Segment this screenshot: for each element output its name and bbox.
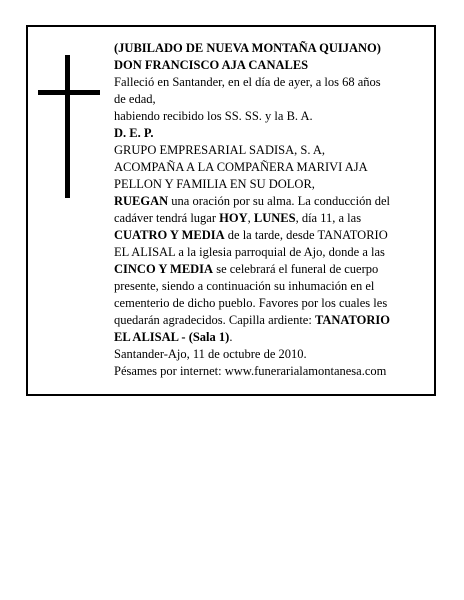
- notice-emphasis: RUEGAN: [114, 194, 169, 208]
- notice-emphasis: LUNES: [253, 211, 296, 225]
- notice-emphasis: HOY: [219, 211, 248, 225]
- notice-emphasis: CUATRO Y MEDIA: [114, 228, 225, 242]
- notice-text-run: de la tarde, desde TANATORIO: [224, 228, 388, 242]
- notice-line: Falleció en Santander, en el día de ayer, a los 68 años: [114, 75, 381, 89]
- notice-text-run: ,: [247, 211, 254, 225]
- notice-line: GRUPO EMPRESARIAL SADISA, S. A,: [114, 143, 326, 157]
- obituary-notice: [26, 25, 436, 396]
- notice-text-run: una oración por su alma. La conducción del: [168, 194, 390, 208]
- notice-emphasis: EL ALISAL - (Sala 1): [114, 330, 230, 344]
- notice-line: ACOMPAÑA A LA COMPAÑERA MARIVI AJA: [114, 160, 368, 174]
- notice-line: [114, 261, 432, 278]
- notice-line: [114, 227, 432, 244]
- notice-date: Santander-Ajo, 11 de octubre de 2010.: [114, 347, 307, 361]
- notice-line: cementerio de dicho pueblo. Favores por los cuales les: [114, 296, 388, 310]
- cross-icon: [38, 55, 100, 198]
- notice-text-run: cadáver tendrá lugar: [114, 211, 220, 225]
- notice-line: [114, 210, 432, 227]
- notice-line: [114, 193, 432, 210]
- cross-horizontal-bar: [38, 90, 100, 95]
- notice-condolences: Pésames por internet: www.funerarialamontanesa.com: [114, 364, 387, 378]
- notice-line: presente, siendo a continuación su inhumación en el: [114, 279, 375, 293]
- notice-text-run: .: [229, 330, 233, 344]
- notice-line: [114, 312, 432, 329]
- notice-line: EL ALISAL a la iglesia parroquial de Ajo, donde a las: [114, 245, 385, 259]
- notice-deceased-name: DON FRANCISCO AJA CANALES: [114, 58, 309, 72]
- notice-line: habiendo recibido los SS. SS. y la B. A.: [114, 109, 313, 123]
- notice-emphasis: TANATORIO: [314, 313, 390, 327]
- notice-line: [114, 329, 432, 346]
- notice-line: de edad,: [114, 92, 156, 106]
- notice-text-run: , día 11, a las: [295, 211, 362, 225]
- notice-dep: D. E. P.: [114, 126, 154, 140]
- notice-text-run: se celebrará el funeral de cuerpo: [213, 262, 379, 276]
- notice-heading-employer: (JUBILADO DE NUEVA MONTAÑA QUIJANO): [114, 41, 381, 55]
- notice-emphasis: CINCO Y MEDIA: [114, 262, 214, 276]
- cross-vertical-bar: [65, 55, 70, 198]
- notice-text-run: quedarán agradecidos. Capilla ardiente:: [114, 313, 315, 327]
- notice-line: PELLON Y FAMILIA EN SU DOLOR,: [114, 177, 315, 191]
- notice-text: [114, 40, 432, 380]
